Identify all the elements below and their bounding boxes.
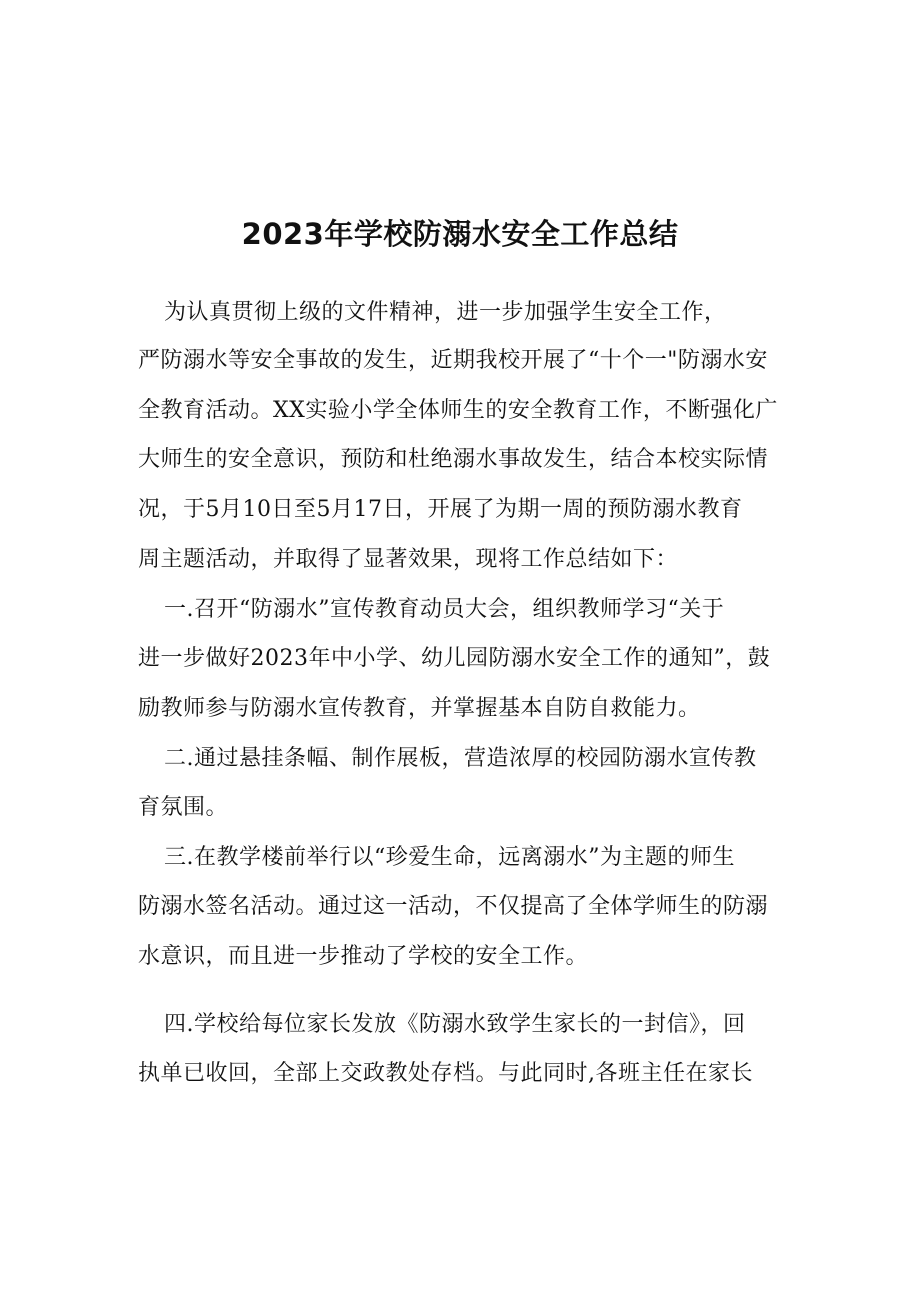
paragraph-line: 水意识，而且进一步推动了学校的安全工作。 (138, 944, 589, 969)
paragraph-line: 励教师参与防溺水宣传教育，并掌握基本自防自救能力。 (138, 696, 701, 721)
document-title: 2023年学校防溺水安全工作总结 (241, 217, 679, 251)
paragraph-line: 执单已收回，全部上交政教处存档。与此同时,各班主任在家长 (138, 1061, 753, 1086)
paragraph-line: 大师生的安全意识，预防和杜绝溺水事故发生，结合本校实际情 (138, 447, 769, 472)
paragraph-line: 严防溺水等安全事故的发生，近期我校开展了“十个一"防溺水安 (138, 348, 768, 373)
paragraph-line: 防溺水签名活动。通过这一活动，不仅提高了全体学师生的防溺 (138, 894, 769, 919)
paragraph-line: 况，于5月10日至5月17日，开展了为期一周的预防溺水教育 (138, 497, 743, 522)
paragraph-line: 进一步做好2023年中小学、幼儿园防溺水安全工作的通知”，鼓 (138, 646, 771, 671)
paragraph-line: 周主题活动，并取得了显著效果，现将工作总结如下： (138, 547, 679, 572)
paragraph-line: 为认真贯彻上级的文件精神，进一步加强学生安全工作， (164, 300, 727, 325)
paragraph-line: 四.学校给每位家长发放《防溺水致学生家长的一封信》，回 (164, 1012, 746, 1037)
paragraph-line: 全教育活动。XX实验小学全体师生的安全教育工作，不断强化广 (138, 398, 778, 423)
paragraph-line: 育氛围。 (138, 795, 229, 820)
paragraph-line: 一.召开“防溺水”宣传教育动员大会，组织教师学习“关于 (164, 597, 725, 622)
paragraph-line: 三.在教学楼前举行以“珍爱生命，远离溺水”为主题的师生 (164, 845, 735, 870)
paragraph-line: 二.通过悬挂条幅、制作展板，营造浓厚的校园防溺水宣传教 (164, 746, 757, 771)
